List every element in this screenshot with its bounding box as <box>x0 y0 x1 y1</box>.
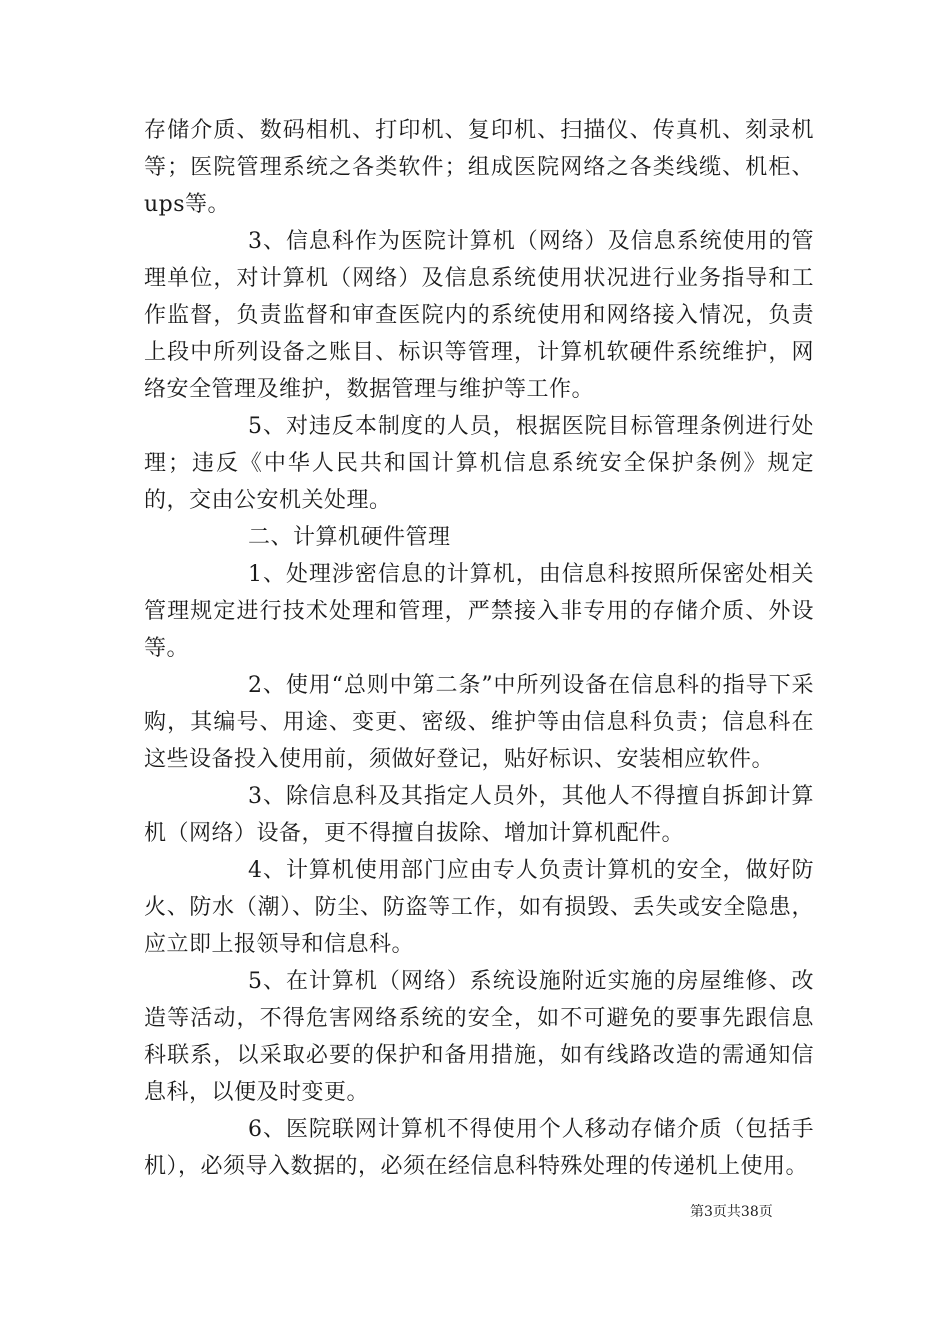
paragraph: 5、对违反本制度的人员，根据医院目标管理条例进行处理；违反《中华人民共和国计算机信息系统安全保护条例》规定的，交由公安机关处理。 <box>144 414 814 513</box>
page-number-footer: 第3页共38页 <box>690 1204 773 1220</box>
paragraph: 存储介质、数码相机、打印机、复印机、扫描仪、传真机、刻录机等；医院管理系统之各类软件；组成医院网络之各类线缆、机柜、ups等。 <box>144 118 814 217</box>
paragraph: 3、除信息科及其指定人员外，其他人不得擅自拆卸计算机（网络）设备，更不得擅自拔除、增加计算机配件。 <box>144 784 814 846</box>
paragraph: 6、医院联网计算机不得使用个人移动存储介质（包括手机），必须导入数据的，必须在经信息科特殊处理的传递机上使用。 <box>144 1117 814 1179</box>
paragraph: 2、使用“总则中第二条”中所列设备在信息科的指导下采购，其编号、用途、变更、密级、维护等由信息科负责；信息科在这些设备投入使用前，须做好登记，贴好标识、安装相应软件。 <box>144 673 814 772</box>
paragraph: 5、在计算机（网络）系统设施附近实施的房屋维修、改造等活动，不得危害网络系统的安全，如不可避免的要事先跟信息科联系，以采取必要的保护和备用措施，如有线路改造的需通知信息科，以便及时变更。 <box>144 969 814 1105</box>
paragraph: 1、处理涉密信息的计算机，由信息科按照所保密处相关管理规定进行技术处理和管理，严禁接入非专用的存储介质、外设等。 <box>144 562 814 661</box>
paragraph: 4、计算机使用部门应由专人负责计算机的安全，做好防火、防水（潮）、防尘、防盗等工作，如有损毁、丢失或安全隐患，应立即上报领导和信息科。 <box>144 858 814 957</box>
paragraph: 3、信息科作为医院计算机（网络）及信息系统使用的管理单位，对计算机（网络）及信息系统使用状况进行业务指导和工作监督，负责监督和审查医院内的系统使用和网络接入情况，负责上段中所列设备之账目、标识等管理，计算机软硬件系统维护，网络安全管理及维护，数据管理与维护等工作。 <box>144 229 814 402</box>
document-body <box>144 112 814 1185</box>
section-heading: 二、计算机硬件管理 <box>248 525 451 550</box>
